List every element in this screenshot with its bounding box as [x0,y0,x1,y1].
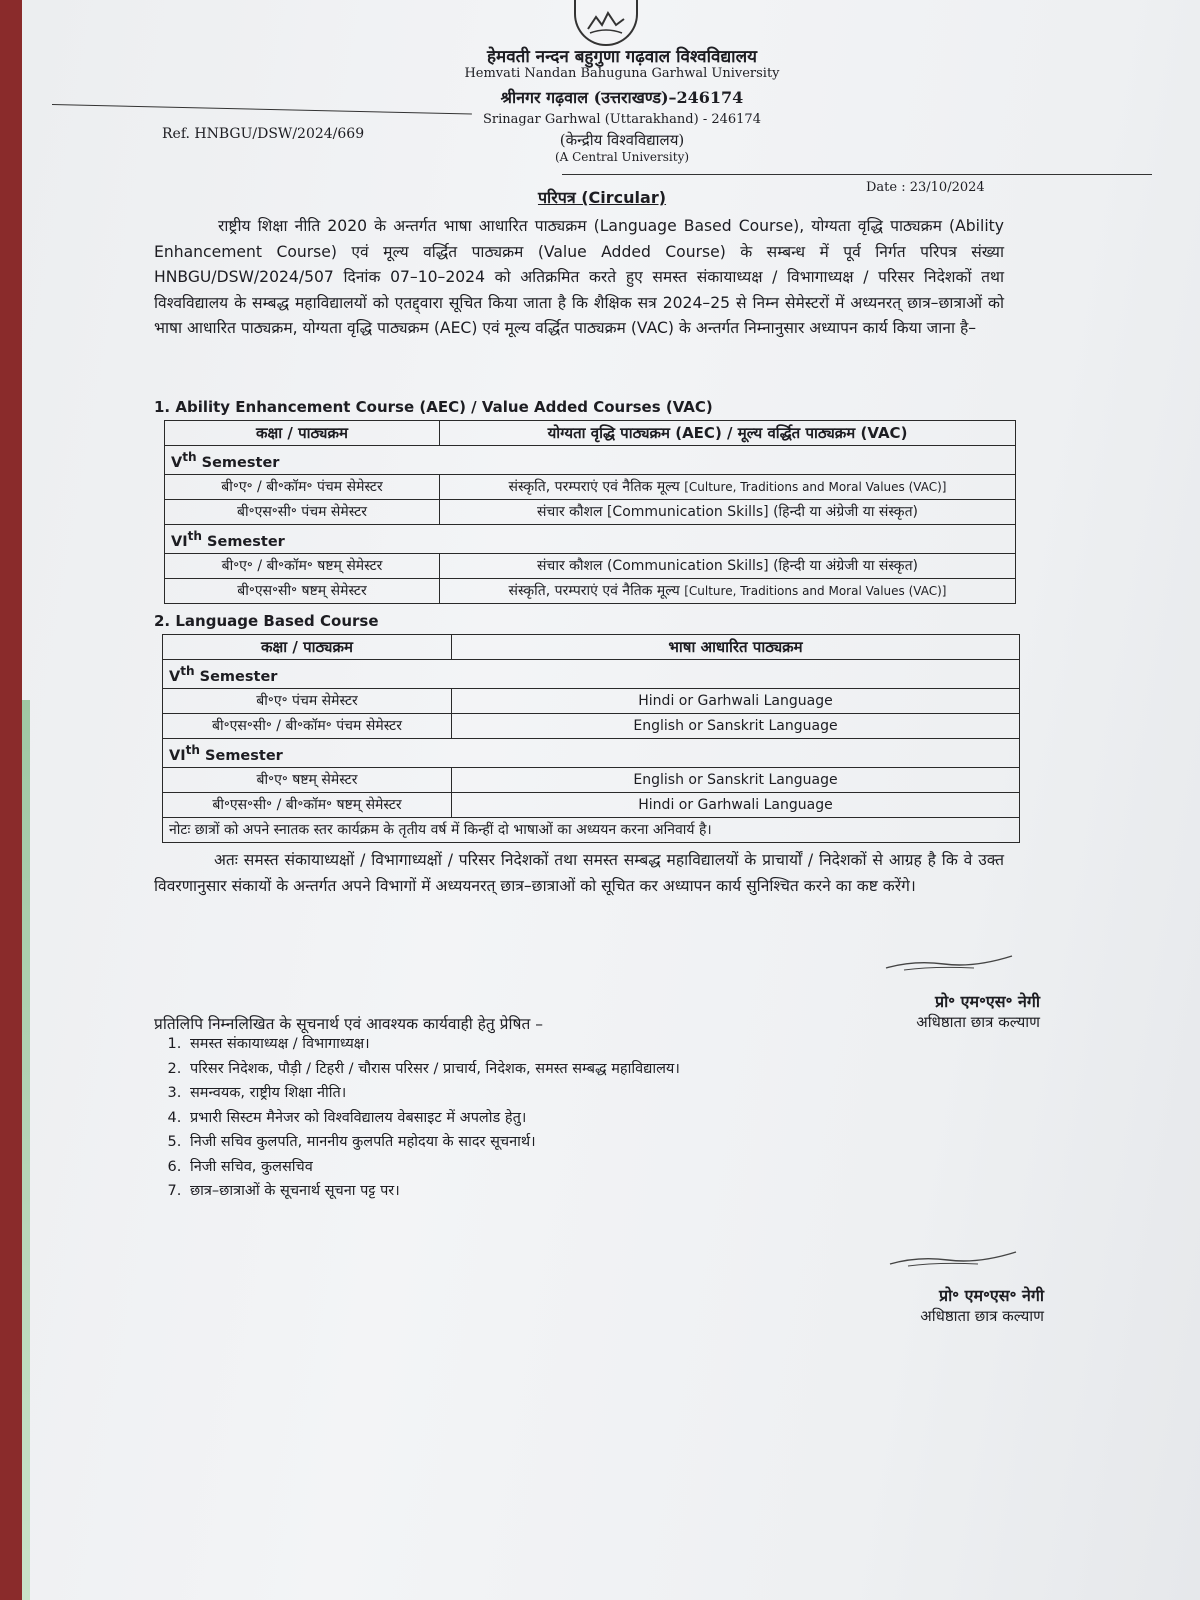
class-cell: बी॰एस॰सी॰ / बी॰कॉम॰ पंचम सेमेस्टर [163,713,452,738]
course-cell: संस्कृति, परम्पराएं एवं नैतिक मूल्य [Culture, Traditions and Moral Values (VAC)] [440,578,1016,603]
semester-v-label: Vth Semester [163,660,1020,689]
class-cell: बी॰ए॰ / बी॰कॉम॰ षष्टम् सेमेस्टर [165,553,440,578]
class-cell: बी॰ए॰ / बी॰कॉम॰ पंचम सेमेस्टर [165,474,440,499]
list-item: 4. प्रभारी सिस्टम मैनेजर को विश्वविद्यालय वेबसाइट में अपलोड हेतु। [186,1106,680,1131]
section-2-heading: 2. Language Based Course [154,612,379,630]
univ-place-hindi: श्रीनगर गढ़वाल (उत्तराखण्ड)–246174 [500,88,744,107]
copy-list [162,1032,680,1204]
signatory-name: प्रो॰ एम॰एस॰ नेगी [935,992,1040,1011]
semester-row [165,524,1016,553]
list-item: 2. परिसर निदेशक, पौड़ी / टिहरी / चौरास परिसर / प्राचार्य, निदेशक, समस्त सम्बद्ध महाविद्यालय। [186,1057,680,1082]
table-header-row [163,635,1020,660]
central-univ-english: (A Central University) [554,150,690,164]
table-row [163,713,1020,738]
semester-v-label: Vth Semester [165,446,1016,475]
class-cell: बी॰ए॰ पंचम सेमेस्टर [163,688,452,713]
course-cell: English or Sanskrit Language [452,767,1020,792]
list-item: 5. निजी सचिव कुलपति, माननीय कुलपति महोदया के सादर सूचनार्थ। [186,1130,680,1155]
university-emblem-icon [574,0,638,46]
course-cell: Hindi or Garhwali Language [452,792,1020,817]
signatory-designation: अधिष्ठाता छात्र कल्याण [916,1013,1040,1031]
table-row [165,474,1016,499]
signatory-designation: अधिष्ठाता छात्र कल्याण [920,1307,1044,1325]
univ-name-hindi: हेमवती नन्दन बहुगुणा गढ़वाल विश्वविद्यालय [487,47,757,67]
table-row [165,553,1016,578]
section-1-heading: 1. Ability Enhancement Course (AEC) / Value Added Courses (VAC) [154,398,713,416]
semester-row [163,660,1020,689]
language-course-table [162,634,1020,843]
table-note: नोटः छात्रों को अपने स्नातक स्तर कार्यक्रम के तृतीय वर्ष में किन्हीं दो भाषाओं का अध्ययन करना अनिवार्य है। [163,817,1020,842]
table-header-row [165,421,1016,446]
header-class: कक्षा / पाठ्यक्रम [165,421,440,446]
background-strip [22,700,30,1600]
signature-mark-1 [884,952,1014,974]
class-cell: बी॰ए॰ षष्टम् सेमेस्टर [163,767,452,792]
course-cell: Hindi or Garhwali Language [452,688,1020,713]
table-row [165,499,1016,524]
class-cell: बी॰एस॰सी॰ षष्टम् सेमेस्टर [165,578,440,603]
class-cell: बी॰एस॰सी॰ पंचम सेमेस्टर [165,499,440,524]
univ-name-english: Hemvati Nandan Bahuguna Garhwal University [464,66,780,81]
signatory-name: प्रो॰ एम॰एस॰ नेगी [939,1286,1044,1305]
semester-vi-label: VIth Semester [165,524,1016,553]
list-item: 7. छात्र–छात्राओं के सूचनार्थ सूचना पट्ट पर। [186,1179,680,1204]
course-cell: संचार कौशल (Communication Skills] (हिन्दी या अंग्रेजी या संस्कृत) [440,553,1016,578]
semester-row [163,738,1020,767]
header-course: योग्यता वृद्धि पाठ्यक्रम (AEC) / मूल्य वर्द्धित पाठ्यक्रम (VAC) [440,421,1016,446]
semester-vi-label: VIth Semester [163,738,1020,767]
header-course: भाषा आधारित पाठ्यक्रम [452,635,1020,660]
document-page [22,0,1200,1600]
signature-block-1 [916,990,1040,1032]
circular-title: परिपत्र (Circular) [537,188,667,207]
copy-heading: प्रतिलिपि निम्नलिखित के सूचनार्थ एवं आवश्यक कार्यवाही हेतु प्रेषित – [154,1015,543,1033]
header-class: कक्षा / पाठ्यक्रम [163,635,452,660]
signature-block-2 [920,1284,1044,1326]
circular-date: Date : 23/10/2024 [866,180,985,195]
central-univ-hindi: (केन्द्रीय विश्वविद्यालय) [559,131,685,149]
note-row [163,817,1020,842]
table-row [163,792,1020,817]
table-row [163,688,1020,713]
course-cell: संचार कौशल [Communication Skills] (हिन्दी या अंग्रेजी या संस्कृत) [440,499,1016,524]
table-row [163,767,1020,792]
list-item: 6. निजी सचिव, कुलसचिव [186,1155,680,1180]
list-item: 3. समन्वयक, राष्ट्रीय शिक्षा नीति। [186,1081,680,1106]
intro-paragraph: राष्ट्रीय शिक्षा नीति 2020 के अन्तर्गत भाषा आधारित पाठ्यक्रम (Language Based Course), योग्यता वृद्धि पाठ्यक्रम (Ability Enhancement Course) एवं मूल्य वर्द्धित पाठ्यक्रम (Value Added Course) के सम्बन्ध में पूर्व निर्गत परिपत्र संख्या HNBGU/DSW/2024/507 दिनांक 07–10–2024 को अतिक्रमित करते हुए समस्त संकायाध्यक्ष / विभागाध्यक्ष / परिसर निदेशकों तथा विश्वविद्यालय के सम्बद्ध महाविद्यालयों को एतद्द्वारा सूचित किया जाता है कि शैक्षिक सत्र 2024–25 से निम्न सेमेस्टरों में अध्यनरत् छात्र–छात्राओं को भाषा आधारित पाठ्यक्रम, योग्यता वृद्धि पाठ्यक्रम (AEC) एवं मूल्य वर्द्धित पाठ्यक्रम (VAC) के अन्तर्गत निम्नानुसार अध्यापन कार्य किया जाना है– [154,217,1004,337]
aec-vac-table [164,420,1016,604]
closing-paragraph: अतः समस्त संकायाध्यक्षों / विभागाध्यक्षों / परिसर निदेशकों तथा समस्त सम्बद्ध महाविद्यालयों के प्राचार्यों / निदेशकों से आग्रह है कि वे उक्त विवरणानुसार संकायों के अन्तर्गत अपने विभागों में अध्ययनरत् छात्र–छात्राओं को सूचित कर अध्यापन कार्य सुनिश्चित करने का कष्ट करेंगे। [154,851,1004,895]
course-cell: English or Sanskrit Language [452,713,1020,738]
list-item: 1. समस्त संकायाध्यक्ष / विभागाध्यक्ष। [186,1032,680,1057]
univ-place-english: Srinagar Garhwal (Uttarakhand) - 246174 [483,112,761,127]
semester-row [165,446,1016,475]
header-rule-right [562,174,1152,175]
course-cell: संस्कृति, परम्पराएं एवं नैतिक मूल्य [Culture, Traditions and Moral Values (VAC)] [440,474,1016,499]
signature-mark-2 [888,1248,1018,1270]
reference-number: Ref. HNBGU/DSW/2024/669 [162,126,365,142]
class-cell: बी॰एस॰सी॰ / बी॰कॉम॰ षष्टम् सेमेस्टर [163,792,452,817]
table-row [165,578,1016,603]
